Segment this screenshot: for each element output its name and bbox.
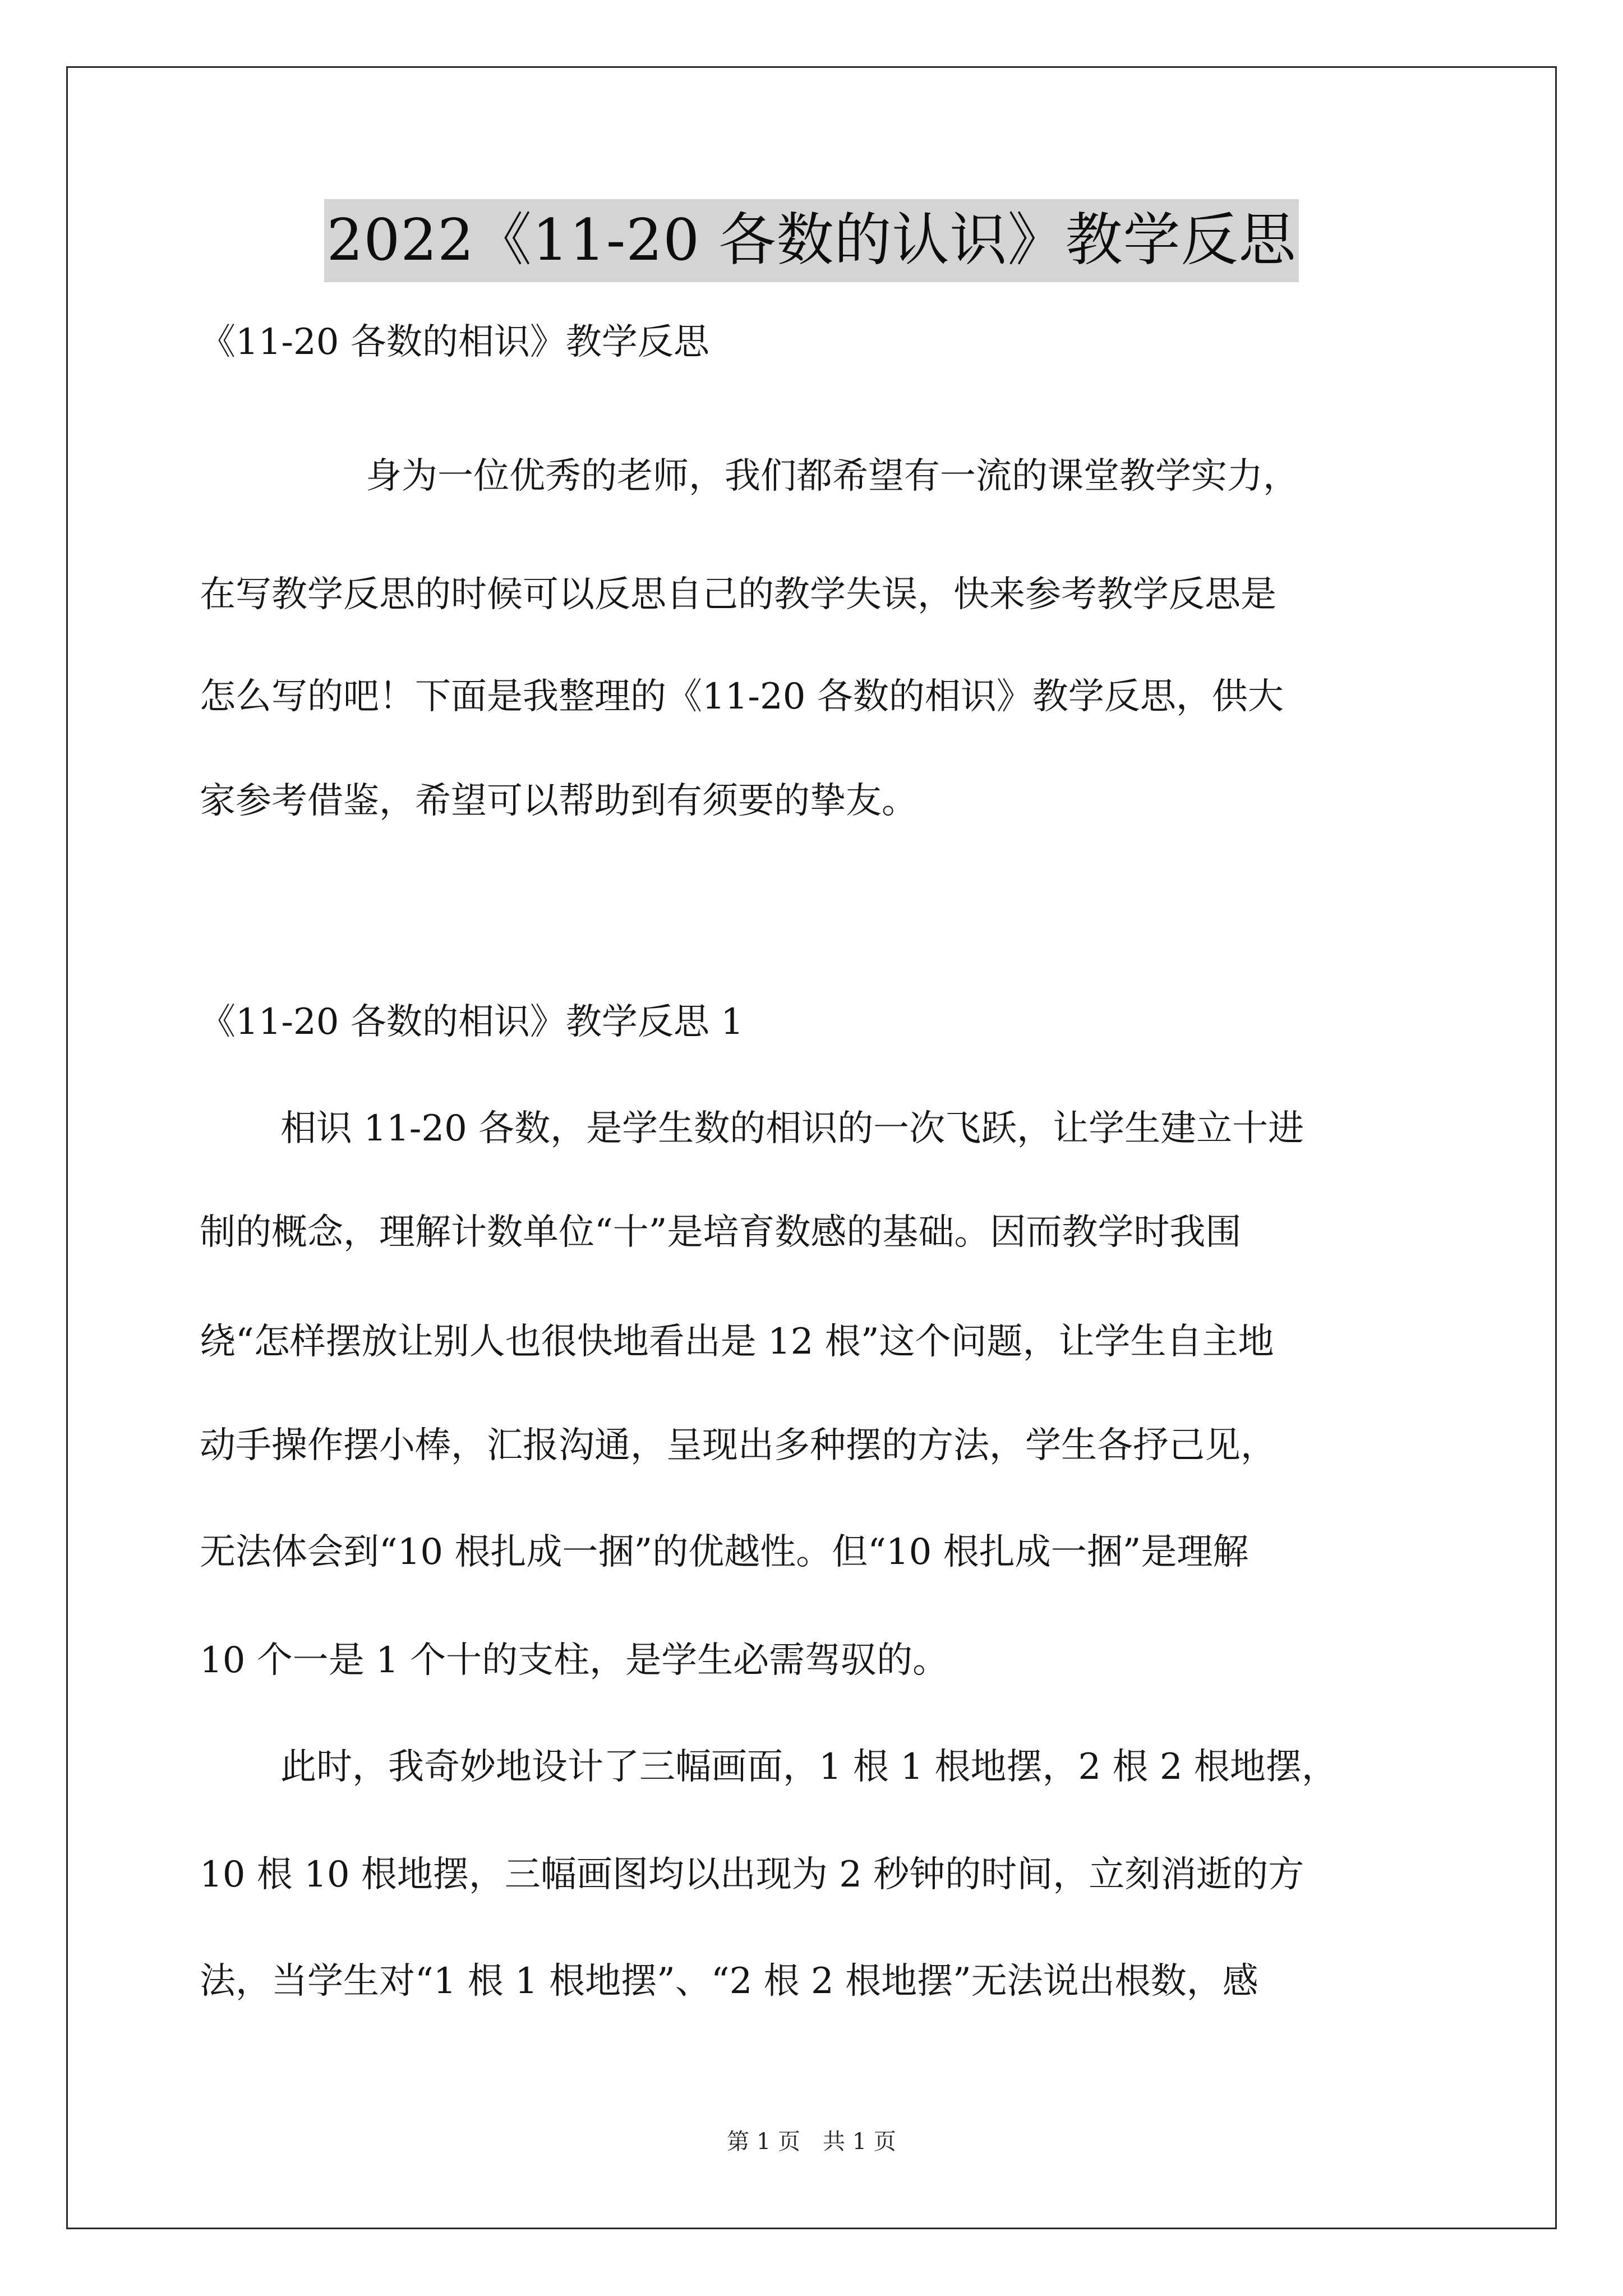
paragraph-line: 10 根 10 根地摆，三幅画图均以出现为 2 秒钟的时间，立刻消逝的方 — [200, 1854, 1304, 1895]
paragraph-line: 制的概念，理解计数单位“十”是培育数感的基础。因而教学时我围 — [200, 1212, 1242, 1253]
paragraph-line: 无法体会到“10 根扎成一捆”的优越性。但“10 根扎成一捆”是理解 — [200, 1531, 1249, 1573]
paragraph-line: 相识 11-20 各数，是学生数的相识的一次飞跃，让学生建立十进 — [280, 1108, 1304, 1149]
section-heading-intro: 《11-20 各数的相识》教学反思 — [200, 321, 709, 363]
paragraph-line: 绕“怎样摆放让别人也很快地看出是 12 根”这个问题，让学生自主地 — [200, 1321, 1274, 1363]
paragraph-line: 法，当学生对“1 根 1 根地摆”、“2 根 2 根地摆”无法说出根数，感 — [200, 1961, 1258, 2002]
section-heading-1: 《11-20 各数的相识》教学反思 1 — [200, 1001, 744, 1043]
paragraph-line: 此时，我奇妙地设计了三幅画面，1 根 1 根地摆，2 根 2 根地摆， — [280, 1746, 1338, 1788]
paragraph-line: 在写教学反思的时候可以反思自己的教学失误，快来参考教学反思是 — [200, 574, 1276, 615]
page-footer: 第 1 页 共 1 页 — [727, 2129, 896, 2155]
document-title: 2022《11-20 各数的认识》教学反思 — [324, 199, 1298, 282]
paragraph-line: 怎么写的吧！下面是我整理的《11-20 各数的相识》教学反思，供大 — [200, 676, 1284, 717]
paragraph-line: 身为一位优秀的老师，我们都希望有一流的课堂教学实力， — [366, 455, 1299, 497]
paragraph-line: 10 个一是 1 个十的支柱，是学生必需驾驭的。 — [200, 1640, 949, 1681]
paragraph-line: 家参考借鉴，希望可以帮助到有须要的挚友。 — [200, 780, 917, 822]
title-container — [0, 199, 1623, 282]
paragraph-line: 动手操作摆小棒，汇报沟通，呈现出多种摆的方法，学生各抒己见， — [200, 1425, 1276, 1466]
